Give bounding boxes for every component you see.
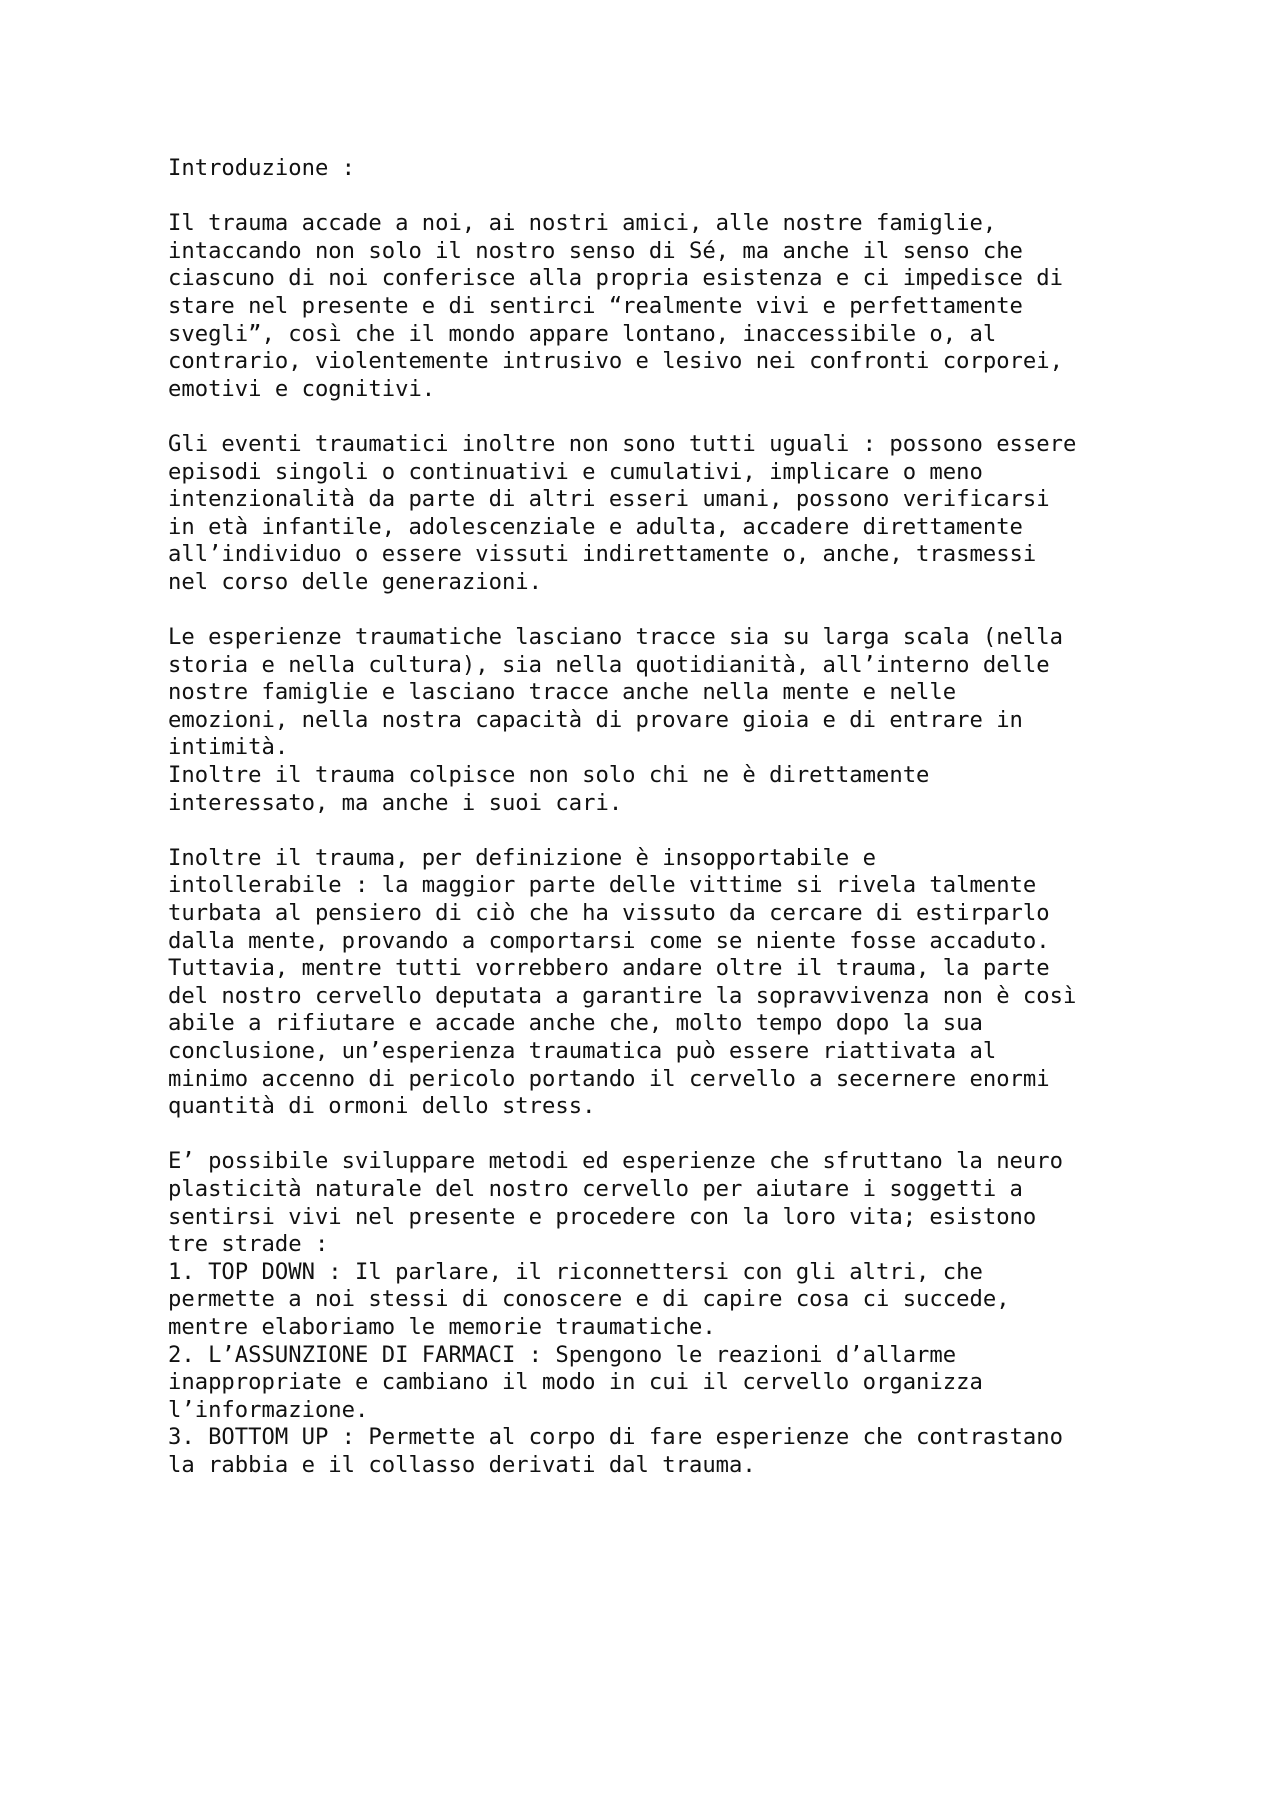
- paragraph-1: [168, 210, 1168, 403]
- text-line: tre strade :: [168, 1231, 329, 1258]
- text-line: Gli eventi traumatici inoltre non sono tutti uguali : possono essere: [168, 430, 1077, 457]
- text-line: Le esperienze traumatiche lasciano tracce sia su larga scala (nella: [168, 624, 1063, 651]
- text-line: emozioni, nella nostra capacità di provare gioia e di entrare in: [168, 706, 1023, 733]
- paragraph-spacer: [168, 817, 1168, 845]
- text-line: mentre elaboriamo le memorie traumatiche.: [168, 1313, 716, 1340]
- text-line: minimo accenno di pericolo portando il cervello a secernere enormi: [168, 1065, 1050, 1092]
- list-item-bottom-up: 3. BOTTOM UP : Permette al corpo di fare esperienze che contrastano: [168, 1424, 1063, 1451]
- text-line: nostre famiglie e lasciano tracce anche nella mente e nelle: [168, 679, 957, 706]
- text-line: episodi singoli o continuativi e cumulativi, implicare o meno: [168, 458, 983, 485]
- document-title: Introduzione :: [168, 155, 356, 181]
- text-line: Inoltre il trauma, per definizione è insopportabile e: [168, 844, 876, 871]
- text-line: quantità di ormoni dello stress.: [168, 1093, 596, 1120]
- paragraph-spacer: [168, 597, 1168, 625]
- text-line: ciascuno di noi conferisce alla propria esistenza e ci impedisce di: [168, 265, 1063, 292]
- paragraph-spacer: [168, 183, 1168, 211]
- text-line: E’ possibile sviluppare metodi ed esperienze che sfruttano la neuro: [168, 1148, 1063, 1175]
- paragraph-3: [168, 624, 1168, 817]
- text-line: stare nel presente e di sentirci “realmente vivi e perfettamente: [168, 292, 1023, 319]
- text-line: intaccando non solo il nostro senso di Sé, ma anche il senso che: [168, 237, 1023, 264]
- text-line: in età infantile, adolescenziale e adulta, accadere direttamente: [168, 513, 1023, 540]
- text-line: turbata al pensiero di ciò che ha vissuto da cercare di estirparlo: [168, 900, 1050, 927]
- paragraph-spacer: [168, 403, 1168, 431]
- text-line: del nostro cervello deputata a garantire la sopravvivenza non è così: [168, 982, 1077, 1009]
- text-line: svegli”, così che il mondo appare lontano, inaccessibile o, al: [168, 320, 997, 347]
- text-line: sentirsi vivi nel presente e procedere con la loro vita; esistono: [168, 1203, 1037, 1230]
- text-line: all’individuo o essere vissuti indirettamente o, anche, trasmessi: [168, 541, 1037, 568]
- text-line: Inoltre il trauma colpisce non solo chi ne è direttamente: [168, 762, 930, 789]
- text-line: permette a noi stessi di conoscere e di capire cosa ci succede,: [168, 1286, 1010, 1313]
- text-line: intimità.: [168, 734, 289, 761]
- text-line: interessato, ma anche i suoi cari.: [168, 789, 623, 816]
- paragraph-5: [168, 1148, 1168, 1479]
- text-line: storia e nella cultura), sia nella quotidianità, all’interno delle: [168, 651, 1050, 678]
- text-line: abile a rifiutare e accade anche che, molto tempo dopo la sua: [168, 1010, 983, 1037]
- text-line: contrario, violentemente intrusivo e lesivo nei confronti corporei,: [168, 348, 1063, 375]
- text-line: conclusione, un’esperienza traumatica può essere riattivata al: [168, 1038, 997, 1064]
- document-body: [168, 155, 1168, 1480]
- text-line: inappropriate e cambiano il modo in cui il cervello organizza: [168, 1369, 983, 1396]
- text-line: emotivi e cognitivi.: [168, 375, 436, 402]
- list-item-farmaci: 2. L’ASSUNZIONE DI FARMACI : Spengono le reazioni d’allarme: [168, 1341, 957, 1368]
- text-line: la rabbia e il collasso derivati dal trauma.: [168, 1451, 756, 1478]
- paragraph-2: [168, 431, 1168, 597]
- text-line: dalla mente, provando a comportarsi come se niente fosse accaduto.: [168, 927, 1050, 954]
- text-line: Tuttavia, mentre tutti vorrebbero andare oltre il trauma, la parte: [168, 955, 1050, 982]
- text-line: intollerabile : la maggior parte delle vittime si rivela talmente: [168, 872, 1037, 899]
- text-line: Il trauma accade a noi, ai nostri amici, alle nostre famiglie,: [168, 210, 997, 237]
- list-item-top-down: 1. TOP DOWN : Il parlare, il riconnettersi con gli altri, che: [168, 1258, 983, 1285]
- text-line: l’informazione.: [168, 1396, 369, 1423]
- text-line: plasticità naturale del nostro cervello per aiutare i soggetti a: [168, 1175, 1023, 1202]
- paragraph-spacer: [168, 1121, 1168, 1149]
- text-line: intenzionalità da parte di altri esseri umani, possono verificarsi: [168, 486, 1050, 513]
- text-line: nel corso delle generazioni.: [168, 568, 543, 595]
- paragraph-4: [168, 845, 1168, 1121]
